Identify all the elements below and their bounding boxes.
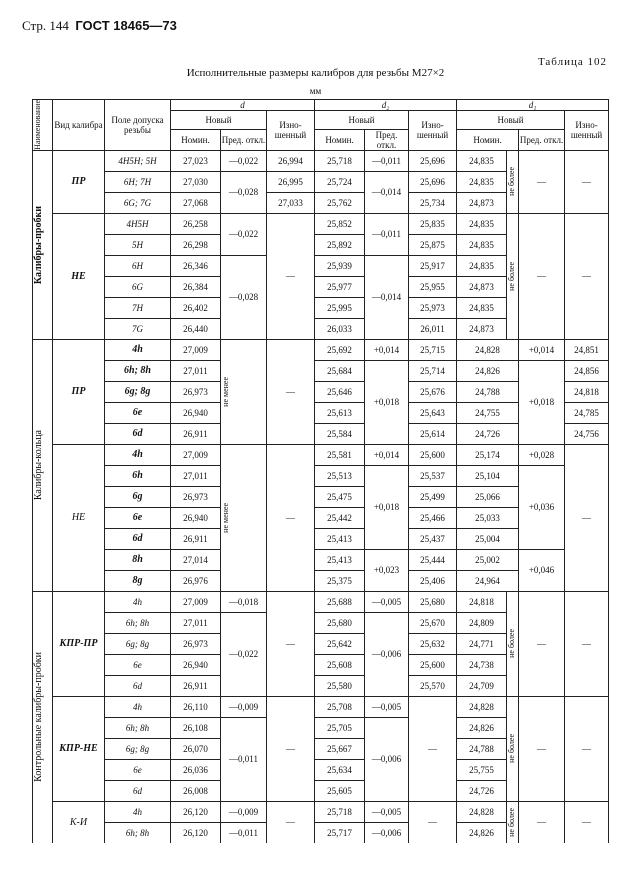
- d1-cell: 24,828: [457, 801, 507, 822]
- d-cell: 26,973: [171, 381, 221, 402]
- d2-worn-cell: 25,437: [409, 528, 457, 549]
- d2-worn-cell: 25,973: [409, 297, 457, 318]
- d1-cell: 24,835: [457, 234, 507, 255]
- d1-worn-cell: 24,856: [565, 360, 609, 381]
- d-cell: 26,940: [171, 402, 221, 423]
- d-cell: 26,108: [171, 717, 221, 738]
- tol-cell: 6g; 8g: [105, 738, 171, 759]
- d1-cell: 24,771: [457, 633, 507, 654]
- d2-worn-cell: 25,614: [409, 423, 457, 444]
- d-cell: 26,973: [171, 633, 221, 654]
- d2-dev-cell: —0,006: [365, 717, 409, 801]
- group-rings: Калибры-кольца: [33, 339, 53, 591]
- d1-note: не более: [507, 150, 519, 213]
- d2-cell: 26,033: [315, 318, 365, 339]
- tol-cell: 8h: [105, 549, 171, 570]
- d1-dev-cell: +0,046: [519, 549, 565, 591]
- d-cell: 27,023: [171, 150, 221, 171]
- d2-dev-cell: —0,011: [365, 150, 409, 171]
- d2-cell: 25,705: [315, 717, 365, 738]
- d1-cell: 24,755: [457, 402, 519, 423]
- d2-worn-cell: 25,917: [409, 255, 457, 276]
- tol-cell: 7G: [105, 318, 171, 339]
- d2-cell: 25,581: [315, 444, 365, 465]
- tol-cell: 7H: [105, 297, 171, 318]
- d-cell: 27,011: [171, 612, 221, 633]
- tol-cell: 6G: [105, 276, 171, 297]
- d2-worn-cell: 25,570: [409, 675, 457, 696]
- d-dev-cell: —0,022: [221, 213, 267, 255]
- d-cell: 27,014: [171, 549, 221, 570]
- d-worn-dash: —: [267, 444, 315, 591]
- d-cell: 26,911: [171, 423, 221, 444]
- d-cell: 26,976: [171, 570, 221, 591]
- d1-worn-dash: —: [565, 213, 609, 339]
- col-type: Вид калибра: [53, 100, 105, 151]
- table-caption: Исполнительные размеры калибров для резьбы М27×2: [186, 67, 445, 79]
- d1-worn-cell: 24,756: [565, 423, 609, 444]
- d-dev-cell: —0,028: [221, 255, 267, 339]
- d2-dev-cell: +0,014: [365, 339, 409, 360]
- d-cell: 27,030: [171, 171, 221, 192]
- d2-dev-cell: +0,014: [365, 444, 409, 465]
- d1-cell: 24,826: [457, 717, 507, 738]
- d2-worn-cell: 25,670: [409, 612, 457, 633]
- d-cell: 26,258: [171, 213, 221, 234]
- col-d2: d₂: [315, 100, 457, 111]
- d1-cell: 24,809: [457, 612, 507, 633]
- d-cell: 26,298: [171, 234, 221, 255]
- d-cell: 26,911: [171, 528, 221, 549]
- col-d1-dev: Пред. откл.: [519, 129, 565, 150]
- d-worn-dash: —: [267, 339, 315, 444]
- d-cell: 26,940: [171, 654, 221, 675]
- d1-cell: 25,033: [457, 507, 519, 528]
- d1-cell: 24,788: [457, 738, 507, 759]
- d-worn-dash: —: [267, 591, 315, 696]
- d2-cell: 25,762: [315, 192, 365, 213]
- d2-cell: 25,580: [315, 675, 365, 696]
- kind-label: НЕ: [53, 444, 105, 591]
- col-d1: d₁: [457, 100, 609, 111]
- col-d1-nom: Номин.: [457, 129, 519, 150]
- d1-cell: 24,873: [457, 192, 507, 213]
- d2-cell: 25,852: [315, 213, 365, 234]
- d1-note: не более: [507, 213, 519, 339]
- d2-worn-cell: 25,696: [409, 150, 457, 171]
- d1-cell: 24,828: [457, 696, 507, 717]
- table-number: Таблица 102: [537, 56, 607, 68]
- col-d-dev: Пред. откл.: [221, 129, 267, 150]
- col-d1-worn: Изно- шенный: [565, 111, 609, 151]
- col-d-new: Новый: [171, 111, 267, 130]
- d1-worn-cell: 24,818: [565, 381, 609, 402]
- d2-dev-cell: —0,014: [365, 171, 409, 213]
- d1-cell: 24,726: [457, 423, 519, 444]
- d2-cell: 25,667: [315, 738, 365, 759]
- tol-cell: 6g; 8g: [105, 633, 171, 654]
- d1-cell: 24,826: [457, 360, 519, 381]
- d-cell: 26,120: [171, 822, 221, 843]
- d1-worn-dash: —: [565, 444, 609, 591]
- page-header: [22, 18, 177, 34]
- kind-label: НЕ: [53, 213, 105, 339]
- d1-cell: 25,004: [457, 528, 519, 549]
- d2-worn-cell: 25,643: [409, 402, 457, 423]
- d1-cell: 24,835: [457, 255, 507, 276]
- d2-dev-cell: —0,005: [365, 591, 409, 612]
- d1-cell: 25,104: [457, 465, 519, 486]
- d-cell: 26,402: [171, 297, 221, 318]
- d2-cell: 25,646: [315, 381, 365, 402]
- d2-worn-cell: 25,600: [409, 654, 457, 675]
- d2-cell: 25,692: [315, 339, 365, 360]
- d1-cell: 24,818: [457, 591, 507, 612]
- tol-cell: 6h; 8h: [105, 360, 171, 381]
- kind-label: ПР: [53, 339, 105, 444]
- d2-worn-cell: 25,875: [409, 234, 457, 255]
- d1-cell: 24,873: [457, 318, 507, 339]
- d2-cell: 25,724: [315, 171, 365, 192]
- d2-worn-cell: 25,835: [409, 213, 457, 234]
- d1-cell: 24,835: [457, 171, 507, 192]
- d1-worn-dash: —: [565, 150, 609, 213]
- group-control: Контрольные калибры-пробки: [33, 591, 53, 843]
- col-name: Наименование: [33, 100, 53, 151]
- d-cell: 26,070: [171, 738, 221, 759]
- d1-cell: 24,788: [457, 381, 519, 402]
- d-dev-cell: —0,011: [221, 822, 267, 843]
- d2-cell: 25,605: [315, 780, 365, 801]
- d1-cell: 24,726: [457, 780, 507, 801]
- d1-cell: 24,835: [457, 150, 507, 171]
- d1-cell: 25,755: [457, 759, 507, 780]
- d2-worn-cell: 25,955: [409, 276, 457, 297]
- d-dev-cell: —0,018: [221, 591, 267, 612]
- tol-cell: 6h: [105, 465, 171, 486]
- d-cell: 27,009: [171, 591, 221, 612]
- d2-cell: 25,995: [315, 297, 365, 318]
- tol-cell: 4H5H; 5H: [105, 150, 171, 171]
- d2-worn-cell: 25,499: [409, 486, 457, 507]
- col-d2-new: Новый: [315, 111, 409, 130]
- tol-cell: 6h; 8h: [105, 612, 171, 633]
- tol-cell: 6e: [105, 507, 171, 528]
- d2-worn-cell: 25,466: [409, 507, 457, 528]
- col-tol: Поле допуска резьбы: [105, 100, 171, 151]
- d2-dev-cell: —0,011: [365, 213, 409, 255]
- d-cell: 26,110: [171, 696, 221, 717]
- d-cell: 27,011: [171, 360, 221, 381]
- col-d-worn: Изно- шенный: [267, 111, 315, 151]
- d2-worn-cell: 25,632: [409, 633, 457, 654]
- col-d1-new: Новый: [457, 111, 565, 130]
- tol-cell: 6h; 8h: [105, 822, 171, 843]
- d-cell: 26,940: [171, 507, 221, 528]
- tol-cell: 6H; 7H: [105, 171, 171, 192]
- d1-cell: 25,174: [457, 444, 519, 465]
- d-dev-cell: —0,022: [221, 150, 267, 171]
- d2-cell: 25,475: [315, 486, 365, 507]
- d-dev-cell: —0,028: [221, 171, 267, 213]
- d2-worn-cell: 25,406: [409, 570, 457, 591]
- d2-cell: 25,718: [315, 801, 365, 822]
- d-note: не менее: [221, 339, 267, 444]
- d-worn-dash: —: [267, 801, 315, 843]
- d2-worn-cell: 25,676: [409, 381, 457, 402]
- d-cell: 27,009: [171, 339, 221, 360]
- col-d2-dev: Пред. откл.: [365, 129, 409, 150]
- d2-cell: 25,684: [315, 360, 365, 381]
- d2-dev-cell: +0,023: [365, 549, 409, 591]
- d2-cell: 25,613: [315, 402, 365, 423]
- tol-cell: 4h: [105, 696, 171, 717]
- d2-worn-cell: 25,696: [409, 171, 457, 192]
- d1-cell: 24,826: [457, 822, 507, 843]
- page-number: Стр. 144: [22, 18, 69, 33]
- d1-cell: 24,835: [457, 213, 507, 234]
- tol-cell: 6d: [105, 675, 171, 696]
- d1-dev-dash: —: [519, 801, 565, 843]
- tol-cell: 4h: [105, 339, 171, 360]
- d2-cell: 25,680: [315, 612, 365, 633]
- d-note: не менее: [221, 444, 267, 591]
- d1-worn-cell: 24,785: [565, 402, 609, 423]
- d2-dev-cell: —0,006: [365, 822, 409, 843]
- d2-dev-cell: —0,014: [365, 255, 409, 339]
- d1-cell: 24,709: [457, 675, 507, 696]
- tol-cell: 8g: [105, 570, 171, 591]
- tol-cell: 6d: [105, 528, 171, 549]
- d2-worn-cell: 25,444: [409, 549, 457, 570]
- d2-cell: 25,513: [315, 465, 365, 486]
- d-cell: 27,011: [171, 465, 221, 486]
- tol-cell: 6h; 8h: [105, 717, 171, 738]
- d-cell: 27,068: [171, 192, 221, 213]
- d1-dev-dash: —: [519, 150, 565, 213]
- d1-worn-cell: 24,851: [565, 339, 609, 360]
- d2-worn-cell: 25,680: [409, 591, 457, 612]
- group-plugs: Калибры-пробки: [33, 150, 53, 339]
- tol-cell: 4H5H: [105, 213, 171, 234]
- col-d2-nom: Номин.: [315, 129, 365, 150]
- d2-worn-cell: 25,600: [409, 444, 457, 465]
- tol-cell: 6g; 8g: [105, 381, 171, 402]
- col-d: d: [171, 100, 315, 111]
- d-cell: 26,120: [171, 801, 221, 822]
- d2-cell: 25,688: [315, 591, 365, 612]
- d1-worn-dash: —: [565, 801, 609, 843]
- d2-worn-dash: —: [409, 801, 457, 843]
- d1-cell: 24,835: [457, 297, 507, 318]
- d2-dev-cell: —0,005: [365, 696, 409, 717]
- d1-cell: 25,066: [457, 486, 519, 507]
- d-worn-cell: 27,033: [267, 192, 315, 213]
- d2-worn-dash: —: [409, 696, 457, 801]
- d2-cell: 25,939: [315, 255, 365, 276]
- d-cell: 26,440: [171, 318, 221, 339]
- tol-cell: 6d: [105, 423, 171, 444]
- d2-cell: 25,642: [315, 633, 365, 654]
- d1-dev-cell: +0,018: [519, 360, 565, 444]
- d2-cell: 25,608: [315, 654, 365, 675]
- kind-label: ПР: [53, 150, 105, 213]
- tol-cell: 6g: [105, 486, 171, 507]
- tol-cell: 6H: [105, 255, 171, 276]
- d-worn-cell: 26,994: [267, 150, 315, 171]
- d1-worn-dash: —: [565, 696, 609, 801]
- d-worn-cell: 26,995: [267, 171, 315, 192]
- table-unit: мм: [309, 86, 322, 96]
- d-dev-cell: —0,022: [221, 612, 267, 696]
- d1-dev-cell: +0,036: [519, 465, 565, 549]
- d1-dev-dash: —: [519, 213, 565, 339]
- d2-worn-cell: 25,715: [409, 339, 457, 360]
- d2-cell: 25,708: [315, 696, 365, 717]
- d-cell: 26,008: [171, 780, 221, 801]
- d1-cell: 24,873: [457, 276, 507, 297]
- tol-cell: 6G; 7G: [105, 192, 171, 213]
- tol-cell: 4h: [105, 591, 171, 612]
- d2-cell: 25,718: [315, 150, 365, 171]
- d2-worn-cell: 25,537: [409, 465, 457, 486]
- d2-dev-cell: —0,005: [365, 801, 409, 822]
- d2-dev-cell: +0,018: [365, 465, 409, 549]
- d1-cell: 24,964: [457, 570, 519, 591]
- col-d2-worn: Изно- шенный: [409, 111, 457, 151]
- d-cell: 26,911: [171, 675, 221, 696]
- d2-cell: 25,413: [315, 528, 365, 549]
- d-worn-cell: —: [267, 213, 315, 339]
- kind-label: КПР-ПР: [53, 591, 105, 696]
- d1-dev-dash: —: [519, 591, 565, 696]
- d-cell: 26,036: [171, 759, 221, 780]
- d-worn-dash: —: [267, 696, 315, 801]
- d1-note: не более: [507, 696, 519, 801]
- d2-cell: 25,717: [315, 822, 365, 843]
- d-cell: 27,009: [171, 444, 221, 465]
- d-dev-cell: —0,009: [221, 696, 267, 717]
- d-cell: 26,384: [171, 276, 221, 297]
- tol-cell: 6e: [105, 654, 171, 675]
- d-cell: 26,346: [171, 255, 221, 276]
- tol-cell: 6e: [105, 402, 171, 423]
- tol-cell: 6d: [105, 780, 171, 801]
- tol-cell: 4h: [105, 444, 171, 465]
- d1-note: не более: [507, 591, 519, 696]
- d1-worn-dash: —: [565, 591, 609, 696]
- kind-label: К-И: [53, 801, 105, 843]
- d2-cell: 25,442: [315, 507, 365, 528]
- standard-code: ГОСТ 18465—73: [75, 18, 177, 33]
- d2-worn-cell: 25,734: [409, 192, 457, 213]
- d2-cell: 25,584: [315, 423, 365, 444]
- d1-dev-cell: +0,028: [519, 444, 565, 465]
- d2-dev-cell: —0,006: [365, 612, 409, 696]
- d2-cell: 25,977: [315, 276, 365, 297]
- d2-cell: 25,892: [315, 234, 365, 255]
- tol-cell: 5H: [105, 234, 171, 255]
- d1-note: не более: [507, 801, 519, 843]
- d2-cell: 25,634: [315, 759, 365, 780]
- d-dev-cell: —0,009: [221, 801, 267, 822]
- d-dev-cell: —0,011: [221, 717, 267, 801]
- tol-cell: 6e: [105, 759, 171, 780]
- d1-cell: 24,828: [457, 339, 519, 360]
- d2-cell: 25,413: [315, 549, 365, 570]
- d2-worn-cell: 25,714: [409, 360, 457, 381]
- d1-cell: 24,738: [457, 654, 507, 675]
- d1-cell: 25,002: [457, 549, 519, 570]
- d1-dev-cell: +0,014: [519, 339, 565, 360]
- d2-cell: 25,375: [315, 570, 365, 591]
- col-d-nom: Номин.: [171, 129, 221, 150]
- d-cell: 26,973: [171, 486, 221, 507]
- kind-label: КПР-НЕ: [53, 696, 105, 801]
- d2-worn-cell: 26,011: [409, 318, 457, 339]
- dimensions-table: [32, 99, 609, 843]
- d1-dev-dash: —: [519, 696, 565, 801]
- tol-cell: 4h: [105, 801, 171, 822]
- d2-dev-cell: +0,018: [365, 360, 409, 444]
